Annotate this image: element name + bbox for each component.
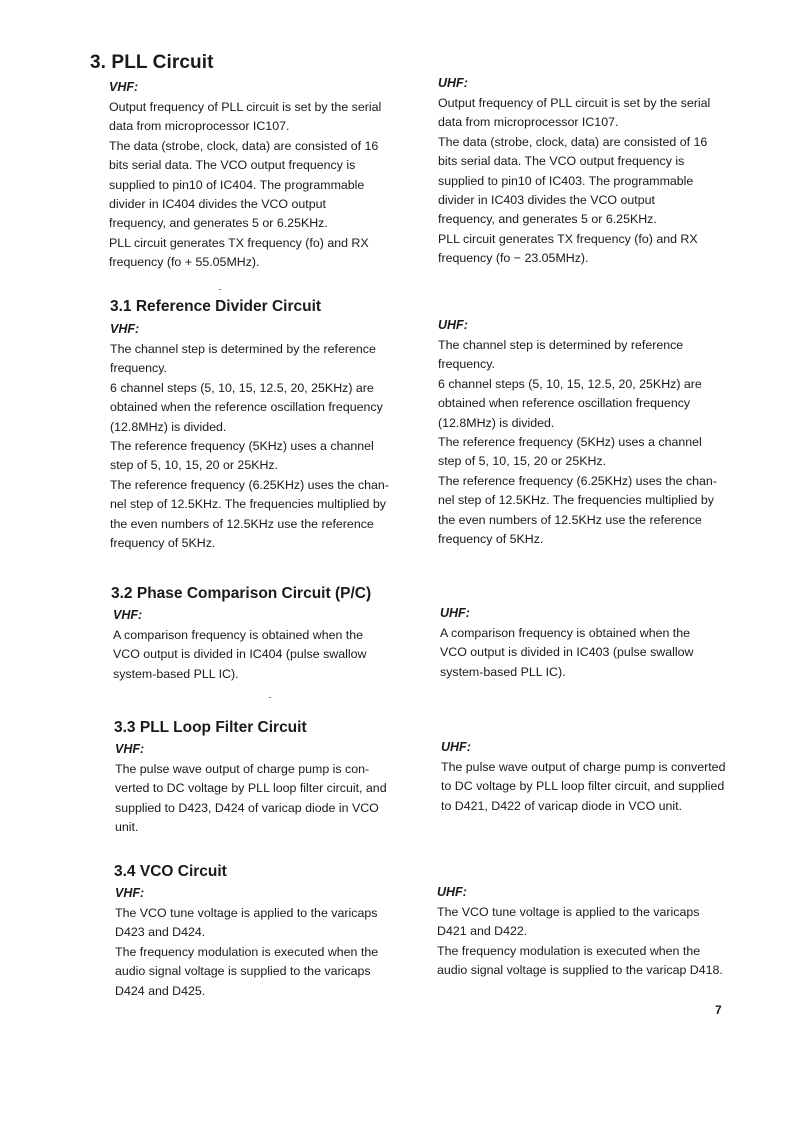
vhf-label: VHF: xyxy=(113,608,143,622)
vco-uhf-block xyxy=(437,883,757,981)
phase-comparison-vhf-block xyxy=(113,606,433,684)
reference-divider-uhf-block xyxy=(438,316,748,549)
vhf-label: VHF: xyxy=(110,322,140,336)
phase-comparison-title: 3.2 Phase Comparison Circuit (P/C) xyxy=(111,585,372,602)
reference-divider-vhf-text: The channel step is determined by the reference frequency. 6 channel steps (5, 10, 15, 12.5, 20, 25KHz) are obtained when the reference oscillation frequency (12.8MHz) is divided. The reference frequency (5KHz) uses a channel step of 5, 10, 15, 20 or 25KHz. The reference frequency (6.25KHz) uses the chan- nel step of 12.5KHz. The frequencies multiplied by the even numbers of 12.5KHz use the reference frequency of 5KHz. xyxy=(110,342,389,551)
pll-vhf-block xyxy=(109,78,429,273)
loop-filter-uhf-text: The pulse wave output of charge pump is converted to DC voltage by PLL loop filter circuit, and supplied to D421, D422 of varicap diode in VCO unit. xyxy=(441,760,726,813)
pll-uhf-block xyxy=(438,74,748,269)
phase-comparison-uhf-block xyxy=(440,604,750,682)
vco-uhf-text: The VCO tune voltage is applied to the varicaps D421 and D422. The frequency modulation is executed when the audio signal voltage is supplied to the varicap D418. xyxy=(437,905,723,978)
scan-speck xyxy=(269,697,271,698)
vco-vhf-block xyxy=(115,884,435,1001)
phase-comparison-uhf-text: A comparison frequency is obtained when the VCO output is divided in IC403 (pulse swallow system-based PLL IC). xyxy=(440,626,694,679)
vco-title: 3.4 VCO Circuit xyxy=(114,863,227,880)
pll-uhf-text: Output frequency of PLL circuit is set by the serial data from microprocessor IC107. The data (strobe, clock, data) are consisted of 16 bits serial data. The VCO output frequency is supplied to pin10 of IC403. The programmable divider in IC403 divides the VCO output frequency, and generates 5 or 6.25KHz. PLL circuit generates TX frequency (fo) and RX frequency (fo − 23.05MHz). xyxy=(438,96,711,266)
vhf-label: VHF: xyxy=(115,886,145,900)
uhf-label: UHF: xyxy=(440,606,470,620)
vhf-label: VHF: xyxy=(115,742,145,756)
uhf-label: UHF: xyxy=(441,740,471,754)
page-title: 3. PLL Circuit xyxy=(90,52,214,73)
reference-divider-uhf-text: The channel step is determined by reference frequency. 6 channel steps (5, 10, 15, 12.5, 20, 25KHz) are obtained when reference oscillation frequency (12.8MHz) is divided. The reference frequency (5KHz) uses a channel step of 5, 10, 15, 20 or 25KHz. The reference frequency (6.25KHz) uses the chan- nel step of 12.5KHz. The frequencies multiplied by the even numbers of 12.5KHz use the reference frequency of 5KHz. xyxy=(438,338,717,547)
phase-comparison-vhf-text: A comparison frequency is obtained when the VCO output is divided in IC404 (pulse swallow system-based PLL IC). xyxy=(113,628,367,681)
loop-filter-vhf-block xyxy=(115,740,435,838)
uhf-label: UHF: xyxy=(438,318,468,332)
loop-filter-vhf-text: The pulse wave output of charge pump is con- verted to DC voltage by PLL loop filter circuit, and supplied to D423, D424 of varicap diode in VCO unit. xyxy=(115,762,387,835)
pll-vhf-text: Output frequency of PLL circuit is set by the serial data from microprocessor IC107. The data (strobe, clock, data) are consisted of 16 bits serial data. The VCO output frequency is supplied to pin10 of IC404. The programmable divider in IC404 divides the VCO output frequency, and generates 5 or 6.25KHz. PLL circuit generates TX frequency (fo) and RX frequency (fo + 55.05MHz). xyxy=(109,100,382,270)
reference-divider-title: 3.1 Reference Divider Circuit xyxy=(110,298,322,315)
reference-divider-vhf-block xyxy=(110,320,430,553)
vhf-label: VHF: xyxy=(109,80,139,94)
scan-speck xyxy=(219,289,221,290)
uhf-label: UHF: xyxy=(438,76,468,90)
loop-filter-title: 3.3 PLL Loop Filter Circuit xyxy=(114,719,307,736)
page-number: 7 xyxy=(715,1003,722,1017)
vco-vhf-text: The VCO tune voltage is applied to the varicaps D423 and D424. The frequency modulation is executed when the audio signal voltage is supplied to the varicaps D424 and D425. xyxy=(115,906,379,998)
uhf-label: UHF: xyxy=(437,885,467,899)
loop-filter-uhf-block xyxy=(441,738,756,816)
